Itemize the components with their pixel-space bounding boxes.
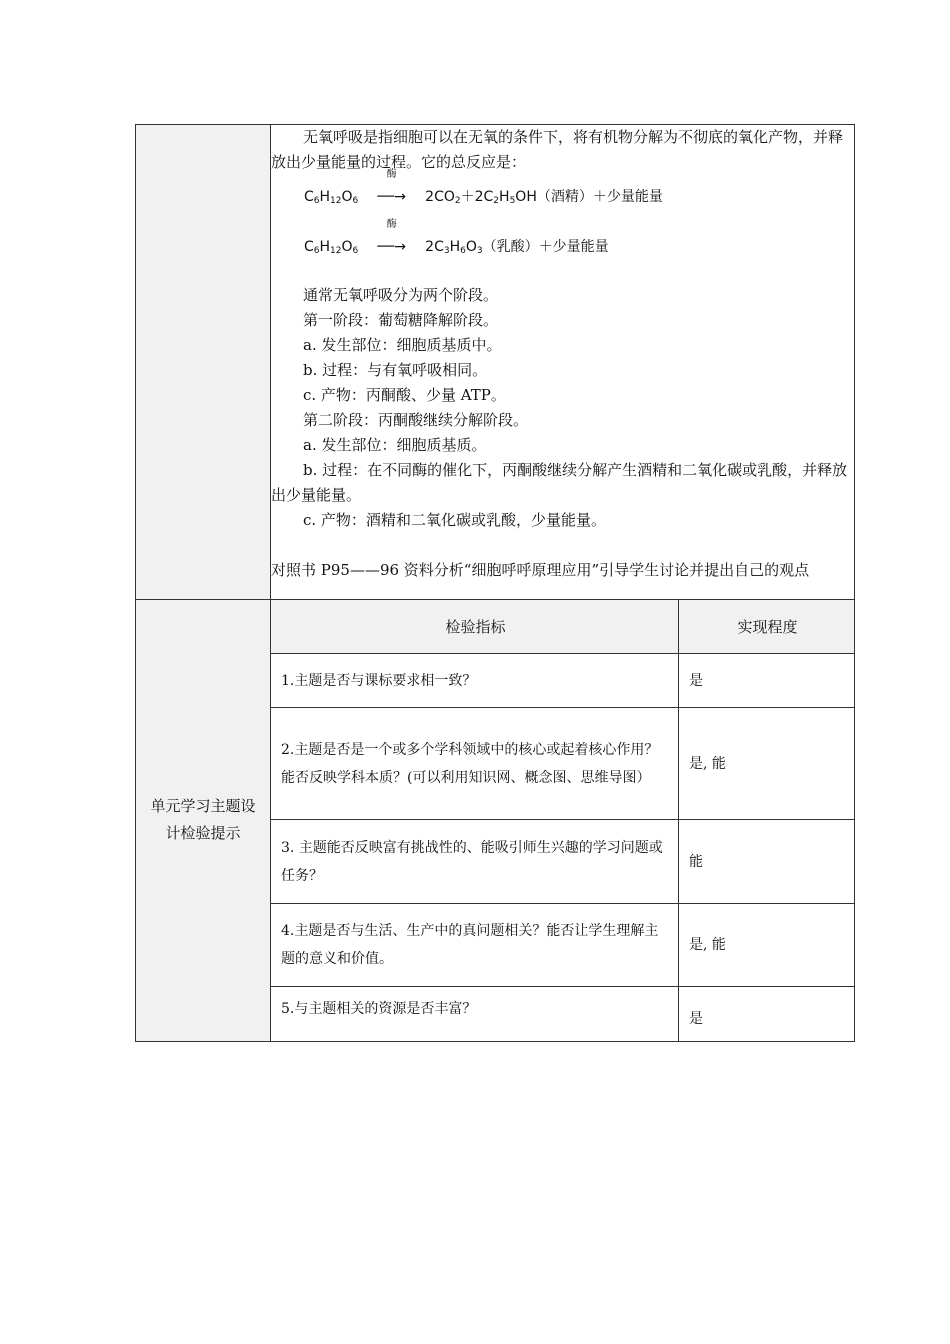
empty-label-cell — [136, 125, 271, 600]
table-row — [271, 654, 854, 708]
equation-alcohol: $C_6H_{12}O_6$ 酶 ──→ $2CO_2+2C_2H_5OH$（酒精）＋少量能量 — [271, 183, 854, 233]
check-label-cell — [136, 600, 271, 1042]
equation-lactic: $C_6H_{12}O_6$ 酶 ──→ $2C_3H_6O_3$（乳酸）＋少量能量 — [271, 233, 854, 283]
result-cell: 是 — [679, 654, 855, 708]
stage-line: 第一阶段：葡萄糖降解阶段。 — [303, 311, 499, 329]
indicator-cell: 5.与主题相关的资源是否丰富？ — [271, 987, 679, 1041]
stage-line: 通常无氧呼吸分为两个阶段。 — [303, 286, 499, 304]
reaction-arrow-icon: 酶 ──→ — [377, 219, 407, 255]
check-table-header — [271, 600, 854, 654]
result-cell: 是, 能 — [679, 904, 855, 987]
header-indicator: 检验指标 — [271, 600, 679, 654]
result-cell: 能 — [679, 820, 855, 904]
stage-line: a. 发生部位：细胞质基质中。 — [303, 336, 502, 354]
indicator-cell: 4.主题是否与生活、生产中的真问题相关？能否让学生理解主题的意义和价值。 — [271, 904, 679, 987]
table-row — [271, 904, 854, 987]
anaerobic-respiration-content — [271, 125, 855, 600]
check-table — [271, 600, 854, 1041]
content-row — [136, 125, 855, 600]
reference-paragraph: 对照书 P95——96 资料分析“细胞呼呼原理应用”引导学生讨论并提出自己的观点 — [271, 561, 810, 579]
result-cell: 是, 能 — [679, 708, 855, 820]
indicator-cell: 1.主题是否与课标要求相一致？ — [271, 654, 679, 708]
indicator-cell: 2.主题是否是一个或多个学科领域中的核心或起着核心作用？能否反映学科本质？(可以利用知识网、概念图、思维导图） — [271, 708, 679, 820]
indicator-cell: 3. 主题能否反映富有挑战性的、能吸引师生兴趣的学习问题或任务？ — [271, 820, 679, 904]
stage-line: a. 发生部位：细胞质基质。 — [303, 436, 487, 454]
lesson-table — [135, 124, 855, 1042]
stage-line: b. 过程：在不同酶的催化下，丙酮酸继续分解产生酒精和二氧化碳或乳酸，并释放出少量能量。 — [271, 461, 848, 504]
result-cell: 是 — [679, 987, 855, 1041]
check-label: 单元学习主题设计检验提示 — [150, 797, 256, 843]
intro-paragraph: 无氧呼吸是指细胞可以在无氧的条件下，将有机物分解为不彻底的氧化产物，并释放出少量能量的过程。它的总反应是： — [271, 128, 844, 171]
check-row — [136, 600, 855, 1042]
table-row — [271, 708, 854, 820]
reaction-arrow-icon: 酶 ──→ — [377, 169, 407, 205]
check-table-cell — [271, 600, 855, 1042]
table-row — [271, 820, 854, 904]
stage-line: 第二阶段：丙酮酸继续分解阶段。 — [303, 411, 529, 429]
stage-line: c. 产物：丙酮酸、少量 ATP。 — [303, 386, 506, 404]
stage-line: b. 过程：与有氧呼吸相同。 — [303, 361, 488, 379]
table-row — [271, 987, 854, 1041]
header-result: 实现程度 — [679, 600, 855, 654]
stage-line: c. 产物：酒精和二氧化碳或乳酸，少量能量。 — [303, 511, 606, 529]
